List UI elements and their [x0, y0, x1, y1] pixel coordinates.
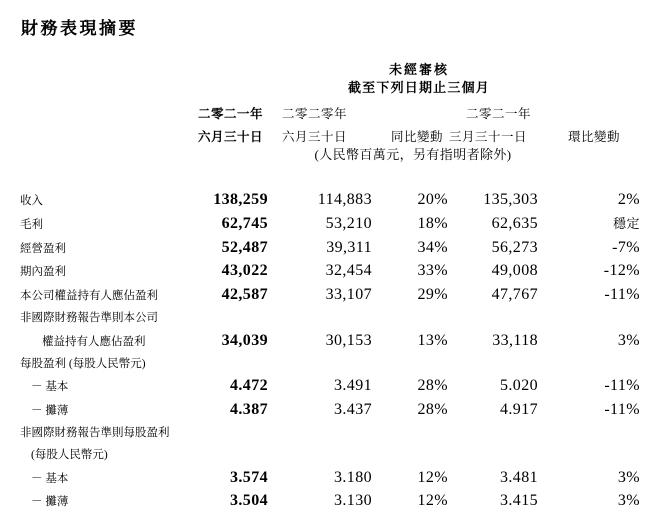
cell-jun30-2021	[198, 308, 268, 330]
table-row	[20, 213, 640, 237]
table-row	[20, 354, 640, 376]
cell-yoy-change	[372, 445, 448, 467]
cell-qoq-change: 2%	[617, 191, 640, 208]
row-label: － 基本	[31, 472, 69, 485]
yoy-change-header: 同比變動	[390, 130, 443, 144]
cell-yoy-change: 34%	[417, 238, 448, 256]
cell-jun30-2020	[268, 308, 372, 330]
table-row	[20, 237, 640, 261]
row-label: 每股盈利 (每股人民幣元)	[20, 357, 146, 370]
cell-jun30-2020	[268, 445, 372, 467]
table-row	[20, 399, 640, 423]
cell-jun30-2020: 114,883	[317, 191, 372, 208]
cell-yoy-change	[372, 423, 448, 445]
cell-yoy-change	[372, 308, 448, 330]
cell-qoq-change: 3%	[617, 331, 640, 349]
row-label: － 攤薄	[31, 405, 69, 418]
row-label: － 攤薄	[31, 496, 69, 509]
cell-yoy-change: 18%	[417, 214, 448, 232]
cell-jun30-2021	[198, 445, 268, 467]
row-label: 期內盈利	[20, 266, 66, 279]
cell-jun30-2020: 3.491	[334, 377, 372, 395]
cell-jun30-2021	[198, 423, 268, 445]
table-header	[0, 0, 655, 190]
cell-qoq-change: -11%	[604, 286, 640, 304]
row-label: 非國際財務報告準則每股盈利	[20, 426, 170, 439]
cell-yoy-change: 28%	[417, 401, 448, 419]
cell-mar31-2021	[448, 354, 538, 376]
row-label: － 基本	[31, 381, 69, 394]
cell-yoy-change	[372, 354, 448, 376]
row-label: 非國際財務報告準則本公司	[20, 311, 158, 324]
cell-mar31-2021: 4.917	[500, 401, 538, 419]
cell-qoq-change	[538, 354, 640, 376]
table-row	[20, 260, 640, 284]
col4-year-header: 二零二一年	[465, 107, 531, 121]
cell-mar31-2021: 33,118	[492, 331, 538, 349]
col2-year-header: 二零二零年	[281, 107, 347, 121]
cell-mar31-2021: 62,635	[491, 214, 538, 232]
row-label: 權益持有人應佔盈利	[42, 335, 146, 348]
cell-jun30-2021: 43,022	[221, 262, 268, 280]
col4-date-header: 三月三十一日	[448, 130, 527, 144]
cell-jun30-2020	[268, 423, 372, 445]
cell-mar31-2021: 3.415	[500, 492, 538, 510]
col1-date-header: 六月三十日	[197, 130, 263, 144]
col2-date-header: 六月三十日	[281, 130, 347, 144]
cell-jun30-2021: 42,587	[221, 286, 268, 304]
cell-qoq-change: 3%	[617, 492, 640, 510]
cell-yoy-change: 13%	[417, 331, 448, 349]
cell-yoy-change: 29%	[417, 286, 448, 304]
cell-jun30-2020: 3.180	[334, 468, 372, 486]
cell-qoq-change: -7%	[612, 238, 640, 256]
page-title: 財務表現摘要	[21, 19, 138, 38]
table-row	[20, 467, 640, 491]
cell-qoq-change: -12%	[603, 262, 640, 280]
table-row	[20, 284, 640, 308]
row-label: 本公司權益持有人應佔盈利	[20, 290, 158, 303]
cell-jun30-2021	[198, 354, 268, 376]
cell-jun30-2020: 32,454	[325, 262, 372, 280]
cell-mar31-2021: 5.020	[500, 377, 538, 395]
table-row	[20, 330, 640, 354]
cell-yoy-change: 33%	[417, 262, 448, 280]
cell-yoy-change: 12%	[417, 468, 448, 486]
table-row	[20, 445, 640, 467]
cell-jun30-2021: 34,039	[221, 331, 268, 349]
row-label: 經營盈利	[20, 242, 66, 255]
cell-qoq-change	[538, 308, 640, 330]
cell-jun30-2021: 138,259	[213, 191, 268, 208]
cell-jun30-2020: 30,153	[325, 331, 372, 349]
cell-qoq-change: 穩定	[612, 215, 640, 231]
col1-year-header: 二零二一年	[197, 107, 263, 121]
cell-qoq-change	[538, 445, 640, 467]
units-note: (人民幣百萬元，另有指明者除外)	[314, 147, 512, 162]
cell-mar31-2021: 3.481	[500, 468, 538, 486]
cell-jun30-2021: 3.504	[230, 492, 268, 510]
cell-yoy-change: 28%	[417, 377, 448, 395]
unaudited-label: 未經審核	[388, 62, 449, 77]
table-row	[20, 308, 640, 330]
cell-mar31-2021: 56,273	[491, 238, 538, 256]
table-row	[20, 189, 640, 213]
period-label: 截至下列日期止三個月	[347, 80, 490, 95]
cell-qoq-change: -11%	[604, 401, 640, 419]
cell-jun30-2021: 62,745	[221, 214, 268, 232]
financial-table	[20, 189, 640, 514]
row-label: 收入	[20, 195, 43, 207]
cell-jun30-2020: 39,311	[326, 238, 372, 256]
qoq-change-header: 環比變動	[567, 130, 620, 144]
cell-mar31-2021	[448, 445, 538, 467]
cell-mar31-2021: 135,303	[483, 191, 538, 208]
cell-qoq-change: 3%	[617, 468, 640, 486]
cell-jun30-2020: 33,107	[325, 286, 372, 304]
cell-yoy-change: 20%	[417, 191, 448, 208]
cell-jun30-2021: 4.387	[230, 401, 268, 419]
cell-mar31-2021: 49,008	[491, 262, 538, 280]
cell-jun30-2020: 3.130	[334, 492, 372, 510]
row-label: 毛利	[20, 218, 43, 231]
cell-qoq-change: -11%	[604, 377, 640, 395]
cell-qoq-change	[538, 423, 640, 445]
table-row	[20, 490, 640, 514]
cell-mar31-2021	[448, 308, 538, 330]
table-row	[20, 375, 640, 399]
cell-yoy-change: 12%	[417, 492, 448, 510]
cell-mar31-2021	[448, 423, 538, 445]
cell-jun30-2020: 53,210	[325, 214, 372, 232]
cell-jun30-2021: 52,487	[221, 238, 268, 256]
table-row	[20, 423, 640, 445]
cell-mar31-2021: 47,767	[491, 286, 538, 304]
cell-jun30-2020	[268, 354, 372, 376]
row-label: (每股人民幣元)	[31, 448, 108, 461]
cell-jun30-2021: 4.472	[230, 377, 268, 395]
cell-jun30-2020: 3.437	[334, 401, 372, 419]
cell-jun30-2021: 3.574	[230, 468, 268, 486]
